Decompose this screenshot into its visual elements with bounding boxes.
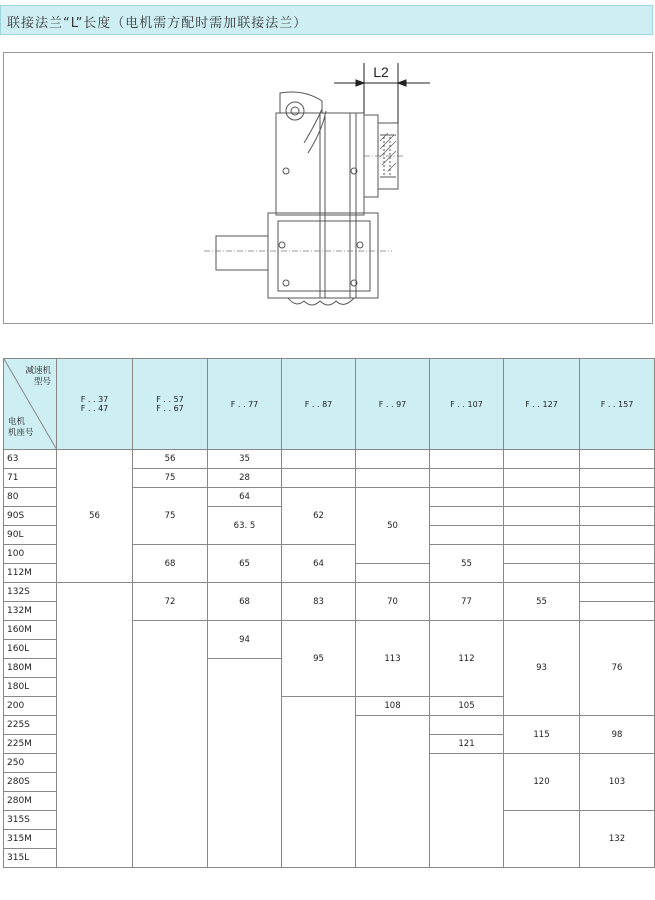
value-cell: 94: [208, 621, 282, 659]
column-header-f157: F . . 157: [580, 359, 655, 450]
corner-header: [4, 359, 57, 450]
empty-cell: [356, 469, 430, 488]
motor-frame-cell: 225M: [4, 735, 57, 754]
gearbox-drawing: [3, 52, 653, 324]
value-cell: 56: [133, 450, 208, 469]
value-cell: 35: [208, 450, 282, 469]
empty-cell: [580, 526, 655, 545]
value-cell: 120: [504, 754, 580, 811]
column-header-f97: F . . 97: [356, 359, 430, 450]
value-cell: 72: [133, 583, 208, 621]
empty-cell: [504, 545, 580, 564]
value-cell: 28: [208, 469, 282, 488]
column-header-f37-f47: F . . 37 F . . 47: [57, 359, 133, 450]
empty-cell: [133, 621, 208, 868]
empty-cell: [282, 450, 356, 469]
empty-cell: [504, 488, 580, 507]
motor-frame-cell: 63: [4, 450, 57, 469]
motor-frame-cell: 315S: [4, 811, 57, 830]
empty-cell: [580, 602, 655, 621]
motor-frame-cell: 90L: [4, 526, 57, 545]
value-cell: 55: [430, 545, 504, 583]
motor-frame-cell: 225S: [4, 716, 57, 735]
column-header-f77: F . . 77: [208, 359, 282, 450]
column-header-f107: F . . 107: [430, 359, 504, 450]
value-cell: 75: [133, 488, 208, 545]
motor-frame-cell: 112M: [4, 564, 57, 583]
empty-cell: [430, 716, 504, 735]
value-cell: 70: [356, 583, 430, 621]
empty-cell: [208, 659, 282, 868]
empty-cell: [580, 450, 655, 469]
empty-cell: [580, 488, 655, 507]
value-cell: 68: [133, 545, 208, 583]
motor-frame-cell: 315L: [4, 849, 57, 868]
motor-frame-cell: 200: [4, 697, 57, 716]
value-cell: 98: [580, 716, 655, 754]
table-row: [4, 583, 655, 602]
motor-frame-cell: 71: [4, 469, 57, 488]
empty-cell: [430, 507, 504, 526]
corner-label-model: 型号: [33, 377, 51, 387]
value-cell: 64: [282, 545, 356, 583]
empty-cell: [580, 564, 655, 583]
empty-cell: [580, 507, 655, 526]
empty-cell: [504, 526, 580, 545]
motor-frame-cell: 80: [4, 488, 57, 507]
column-header-f127: F . . 127: [504, 359, 580, 450]
page-title: 联接法兰“L”长度（电机需方配时需加联接法兰）: [7, 16, 308, 31]
motor-frame-cell: 90S: [4, 507, 57, 526]
empty-cell: [57, 583, 133, 868]
empty-cell: [504, 564, 580, 583]
table-row: [4, 450, 655, 469]
empty-cell: [430, 526, 504, 545]
value-cell: 68: [208, 583, 282, 621]
motor-frame-cell: 280S: [4, 773, 57, 792]
value-cell: 105: [430, 697, 504, 716]
title-bar: [0, 5, 653, 35]
column-header-f87: F . . 87: [282, 359, 356, 450]
dimension-label-l2: L2: [373, 64, 389, 80]
motor-frame-cell: 132S: [4, 583, 57, 602]
value-cell: 113: [356, 621, 430, 697]
value-cell: 63. 5: [208, 507, 282, 545]
empty-cell: [282, 469, 356, 488]
value-cell: 64: [208, 488, 282, 507]
value-cell: 121: [430, 735, 504, 754]
motor-frame-cell: 280M: [4, 792, 57, 811]
empty-cell: [504, 507, 580, 526]
corner-label-motor: 电机: [8, 417, 26, 427]
value-cell: 115: [504, 716, 580, 754]
motor-frame-cell: 180M: [4, 659, 57, 678]
value-cell: 76: [580, 621, 655, 716]
empty-cell: [430, 754, 504, 868]
empty-cell: [356, 450, 430, 469]
empty-cell: [356, 564, 430, 583]
output-shaft: [216, 236, 268, 270]
value-cell: 55: [504, 583, 580, 621]
empty-cell: [504, 469, 580, 488]
value-cell: 83: [282, 583, 356, 621]
value-cell: 77: [430, 583, 504, 621]
empty-cell: [430, 450, 504, 469]
value-cell: 112: [430, 621, 504, 697]
empty-cell: [580, 545, 655, 564]
value-cell: 95: [282, 621, 356, 697]
empty-cell: [282, 697, 356, 868]
empty-cell: [504, 811, 580, 868]
value-cell: 62: [282, 488, 356, 545]
header-row: [4, 359, 655, 450]
empty-cell: [430, 488, 504, 507]
empty-cell: [356, 716, 430, 868]
motor-frame-cell: 100: [4, 545, 57, 564]
value-cell: 103: [580, 754, 655, 811]
flange-length-table: [3, 358, 654, 889]
value-cell: 75: [133, 469, 208, 488]
value-cell: 50: [356, 488, 430, 564]
empty-cell: [580, 583, 655, 602]
gearbox-diagram: [4, 53, 654, 325]
motor-frame-cell: 315M: [4, 830, 57, 849]
corner-label-frame: 机座号: [8, 428, 34, 438]
motor-frame-cell: 250: [4, 754, 57, 773]
corner-label-reducer: 减速机: [25, 366, 51, 376]
motor-frame-cell: 160M: [4, 621, 57, 640]
value-cell: 93: [504, 621, 580, 716]
value-cell: 56: [57, 450, 133, 583]
value-cell: 132: [580, 811, 655, 868]
empty-cell: [504, 450, 580, 469]
motor-frame-cell: 160L: [4, 640, 57, 659]
value-cell: 65: [208, 545, 282, 583]
value-cell: 108: [356, 697, 430, 716]
column-header-f57-f67: F . . 57 F . . 67: [133, 359, 208, 450]
empty-cell: [580, 469, 655, 488]
empty-cell: [430, 469, 504, 488]
motor-frame-cell: 132M: [4, 602, 57, 621]
motor-frame-cell: 180L: [4, 678, 57, 697]
